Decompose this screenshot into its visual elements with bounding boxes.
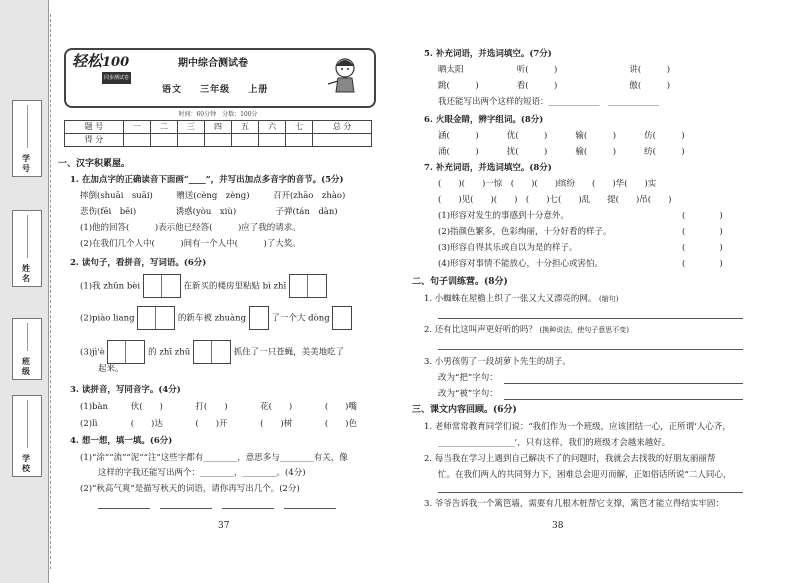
answer-line[interactable]: [222, 508, 274, 509]
answer-paren[interactable]: ( ): [682, 259, 723, 269]
section-2-heading: 二、句子训练营。(8分): [412, 277, 508, 287]
left-page: [58, 0, 378, 583]
q5-row-1: [438, 64, 670, 76]
table-cell: 三: [177, 121, 204, 134]
table-cell: 一: [123, 121, 150, 134]
answer-line[interactable]: [438, 318, 743, 319]
blank-item[interactable]: 优( ): [506, 131, 548, 141]
cut-line: [50, 14, 51, 569]
blank-item[interactable]: 跳( ): [438, 81, 479, 91]
q4-part-1[interactable]: (1)“涂”“流”“泥”“注”这些字都有________，意思多与________有关，像: [80, 453, 348, 463]
table-cell: 七: [286, 121, 313, 134]
logo-text: 轻松: [72, 52, 103, 70]
answer-line[interactable]: [284, 508, 336, 509]
sidebar-field-student-id: [12, 100, 42, 177]
table-cell: 题 号: [65, 121, 124, 134]
sidebar-field-class: [12, 318, 42, 380]
writing-grid[interactable]: [289, 274, 327, 298]
blank-item[interactable]: 打( ): [195, 402, 228, 412]
s3-question-2: 2. 每当我在学习上遇到自己解决不了的问题时，我就会去找我的好朋友丽丽帮: [424, 454, 716, 464]
answer-line[interactable]: [438, 349, 743, 350]
s3-question-3: 3. 爷爷告诉我一个篱笆墙，需要有几根木桩帮它支撑，篱笆才能立得结实牢固：: [424, 499, 724, 509]
writing-grid[interactable]: [249, 306, 269, 330]
s2-question-3: 3. 小男孩剪了一段胡萝卜先生的胡子。: [424, 357, 571, 367]
blank-item[interactable]: 仿( ): [644, 131, 685, 141]
writing-grid[interactable]: [143, 274, 181, 298]
brand-logo: [72, 52, 130, 70]
pinyin-choice[interactable]: 子弹(tán dàn): [275, 207, 338, 217]
table-cell: 二: [150, 121, 177, 134]
s2-question-2: [424, 324, 629, 336]
blank-item[interactable]: 涵( ): [438, 131, 479, 141]
writing-grid[interactable]: [332, 306, 352, 330]
time-score-info: 时间：60分钟 分数：100分: [178, 111, 258, 118]
sidebar-label: 姓名: [21, 264, 32, 284]
answer-line[interactable]: [504, 399, 743, 400]
sentence-text: 在新买的楼房里粘贴 bì zhǐ: [183, 281, 287, 292]
pinyin-choice[interactable]: 摔倒(shuāi suāi): [80, 191, 153, 201]
q3-row-1: [80, 401, 357, 413]
table-cell: 总 分: [313, 121, 372, 134]
q2-sentence-1: [80, 274, 327, 298]
question-3: 3. 读拼音，写同音字。(4分): [70, 385, 181, 395]
question-1: 1. 在加点字的正确读音下面画“____”，并写出加点多音字的音节。(5分): [70, 175, 344, 185]
q4-part-2: (2)“秋高气爽”是描写秋天的词语，请你再写出几个。(2分): [80, 484, 300, 494]
grade: 三年级: [200, 85, 231, 95]
blank-item[interactable]: 纺( ): [644, 147, 685, 157]
logo-subtitle: 同步测试卷: [102, 72, 131, 84]
exam-header: [64, 48, 376, 108]
question-4: 4. 想一想，填一填。(6分): [70, 436, 173, 446]
pinyin-choice[interactable]: 赠送(cèng zèng): [176, 191, 250, 201]
blank-item[interactable]: 傲( ): [629, 81, 671, 91]
q7-sentence: (2)指颜色繁多，色彩绚丽，十分好看的样子。: [438, 227, 612, 237]
instruction: (缩句): [599, 295, 619, 303]
q7-sentence: (4)形容对事情不能放心，十分担心或害怕。: [438, 259, 604, 269]
answer-line[interactable]: [438, 492, 743, 493]
exam-title: 期中综合测试卷: [178, 58, 248, 69]
section-1-heading: 一、汉字积累屋。: [58, 159, 131, 169]
phrase: 晒太阳: [438, 65, 464, 75]
blank-item[interactable]: 涌( ): [438, 147, 479, 157]
q4-part-1-cont[interactable]: 这样的字我还能写出两个：________，________。(4分): [98, 468, 306, 478]
table-cell: 五: [232, 121, 259, 134]
instruction: (换种说法，使句子意思不变): [539, 326, 629, 334]
section-3-heading: 三、课文内容回顾。(6分): [412, 405, 517, 415]
s3-question-1: 1. 老师常常教育同学们说：“我们作为一个班级，应该团结一心，正所谓‘人心齐，: [424, 422, 731, 432]
q6-row-1: [438, 130, 685, 142]
blank-item[interactable]: 讲( ): [629, 65, 671, 75]
answer-line[interactable]: [160, 508, 212, 509]
q7-sentence: (1)形容对发生的事感到十分意外。: [438, 211, 570, 221]
logo-number: 100: [102, 55, 130, 70]
table-cell: 六: [259, 121, 286, 134]
table-cell: 四: [204, 121, 231, 134]
score-cell[interactable]: [259, 134, 286, 147]
sentence-text: (2)piào liang: [80, 313, 135, 324]
question-text: 1. 小蜘蛛在屋檐上织了一张又大又漂亮的网。: [424, 294, 597, 304]
right-page: [412, 0, 747, 583]
blank-item[interactable]: ( )色: [324, 419, 357, 429]
fill-line: [27, 323, 28, 351]
term: 上册: [248, 85, 269, 95]
s3-question-1-blank[interactable]: __________________’，只有这样，我们的班级才会越来越好。: [438, 438, 671, 448]
q1-row-3[interactable]: (1)他的回答( )表示他已经答( )应了我的请求。: [80, 223, 301, 233]
sidebar-field-school: [12, 395, 42, 477]
pinyin: (2)lì: [80, 419, 98, 429]
answer-paren[interactable]: ( ): [682, 243, 723, 253]
blank-item[interactable]: 听( ): [516, 65, 558, 75]
q7-sentence: (3)形容自得其乐或自以为是的样子。: [438, 243, 578, 253]
pinyin-choice[interactable]: 悲伤(fēi bēi): [80, 207, 137, 217]
q1-row-4[interactable]: (2)在我们几个人中( )间有一个人中( )了大奖。: [80, 239, 301, 249]
subject: 语文: [162, 85, 183, 95]
score-table-score-row: [65, 134, 372, 147]
writing-grid[interactable]: [107, 340, 145, 364]
blank-item[interactable]: 看( ): [516, 81, 558, 91]
blank-item[interactable]: 榆( ): [575, 147, 617, 157]
blank-item[interactable]: ( )达: [130, 419, 163, 429]
sidebar-field-name: [12, 210, 42, 287]
sentence-text: 的 zhī zhū: [148, 347, 191, 358]
q1-row-1: [80, 190, 345, 202]
q7-row-2[interactable]: ( )见( )( ) ( )七( )乱 提( )吊( ): [438, 195, 672, 205]
question-6: 6. 火眼金睛，辨字组词。(8分): [424, 115, 544, 125]
fill-line: [27, 400, 28, 448]
question-7: 7. 补充词语，并选词填空。(8分): [424, 163, 552, 173]
binding-sidebar: [0, 0, 49, 583]
score-cell[interactable]: [177, 134, 204, 147]
q5-row-2: [438, 80, 670, 92]
blank-item[interactable]: 伙( ): [130, 402, 163, 412]
blank-item[interactable]: 扰( ): [506, 147, 548, 157]
sentence-text: (3)jì'è: [80, 347, 105, 358]
s2-question-1: [424, 293, 619, 305]
ba-sentence-label: 改为“把”字句：: [438, 373, 498, 383]
sentence-text: (1)我 zhǔn bèi: [80, 281, 141, 292]
question-text: 2. 还有比这叫声更好听的吗？: [424, 325, 537, 335]
pinyin-choice[interactable]: 召开(zhāo zhào): [272, 191, 346, 201]
score-cell[interactable]: [313, 134, 372, 147]
page-number: 37: [218, 521, 230, 531]
writing-grid[interactable]: [193, 340, 231, 364]
blank-item[interactable]: 输( ): [575, 131, 617, 141]
q7-row-1[interactable]: ( )( )一惊 ( )( )缤纷 ( )华( )实: [438, 179, 657, 189]
question-5: 5. 补充词语，并选词填空。(7分): [424, 49, 552, 59]
bei-sentence-label: 改为“被”字句：: [438, 389, 498, 399]
q2-sentence-3-cont: 起来。: [98, 364, 124, 374]
sentence-text: 的新车被 zhuàng: [177, 313, 247, 324]
sentence-text: 了一个大 dòng: [271, 313, 330, 324]
page-number: 38: [552, 521, 564, 531]
score-table: [64, 120, 372, 147]
exam-subtitle: [162, 84, 282, 96]
sidebar-label: 学校: [21, 454, 32, 474]
score-cell[interactable]: [150, 134, 177, 147]
answer-paren[interactable]: ( ): [682, 227, 723, 237]
score-table-header-row: [65, 121, 372, 134]
pinyin-choice[interactable]: 诱惑(yòu xiù): [175, 207, 237, 217]
answer-line[interactable]: [98, 508, 150, 509]
blank-item[interactable]: 花( ): [260, 402, 293, 412]
q3-row-2: [80, 418, 357, 430]
score-cell[interactable]: [232, 134, 259, 147]
answer-line[interactable]: [504, 383, 743, 384]
blank-item[interactable]: ( )嘴: [324, 402, 357, 412]
fill-line: [27, 105, 28, 148]
sidebar-label: 班级: [21, 357, 32, 377]
score-cell[interactable]: [123, 134, 150, 147]
sidebar-label: 学号: [21, 154, 32, 174]
q1-row-2: [80, 206, 338, 218]
fill-line: [27, 215, 28, 258]
question-2: 2. 读句子，看拼音，写词语。(6分): [70, 258, 207, 268]
sentence-text: 抓住了一只苍蝇，美美地吃了: [233, 347, 345, 358]
pinyin: (1)bàn: [80, 402, 109, 412]
score-cell[interactable]: [286, 134, 313, 147]
s3-question-2-cont: 忙。在我们两人的共同努力下，困难总会迎刃而解，正如俗话所说“二人同心，: [438, 470, 732, 480]
blank-item[interactable]: ( )树: [260, 419, 293, 429]
q6-row-2: [438, 146, 685, 158]
q2-sentence-2: [80, 306, 352, 330]
mascot-illustration: [326, 54, 364, 98]
writing-grid[interactable]: [137, 306, 175, 330]
answer-paren[interactable]: ( ): [682, 211, 723, 221]
blank-item[interactable]: ( )开: [195, 419, 228, 429]
q5-row-3[interactable]: 我还能写出两个这样的短语：____________ ____________: [438, 97, 660, 107]
table-cell: 得 分: [65, 134, 124, 147]
score-cell[interactable]: [204, 134, 231, 147]
q2-sentence-3: [80, 340, 344, 364]
